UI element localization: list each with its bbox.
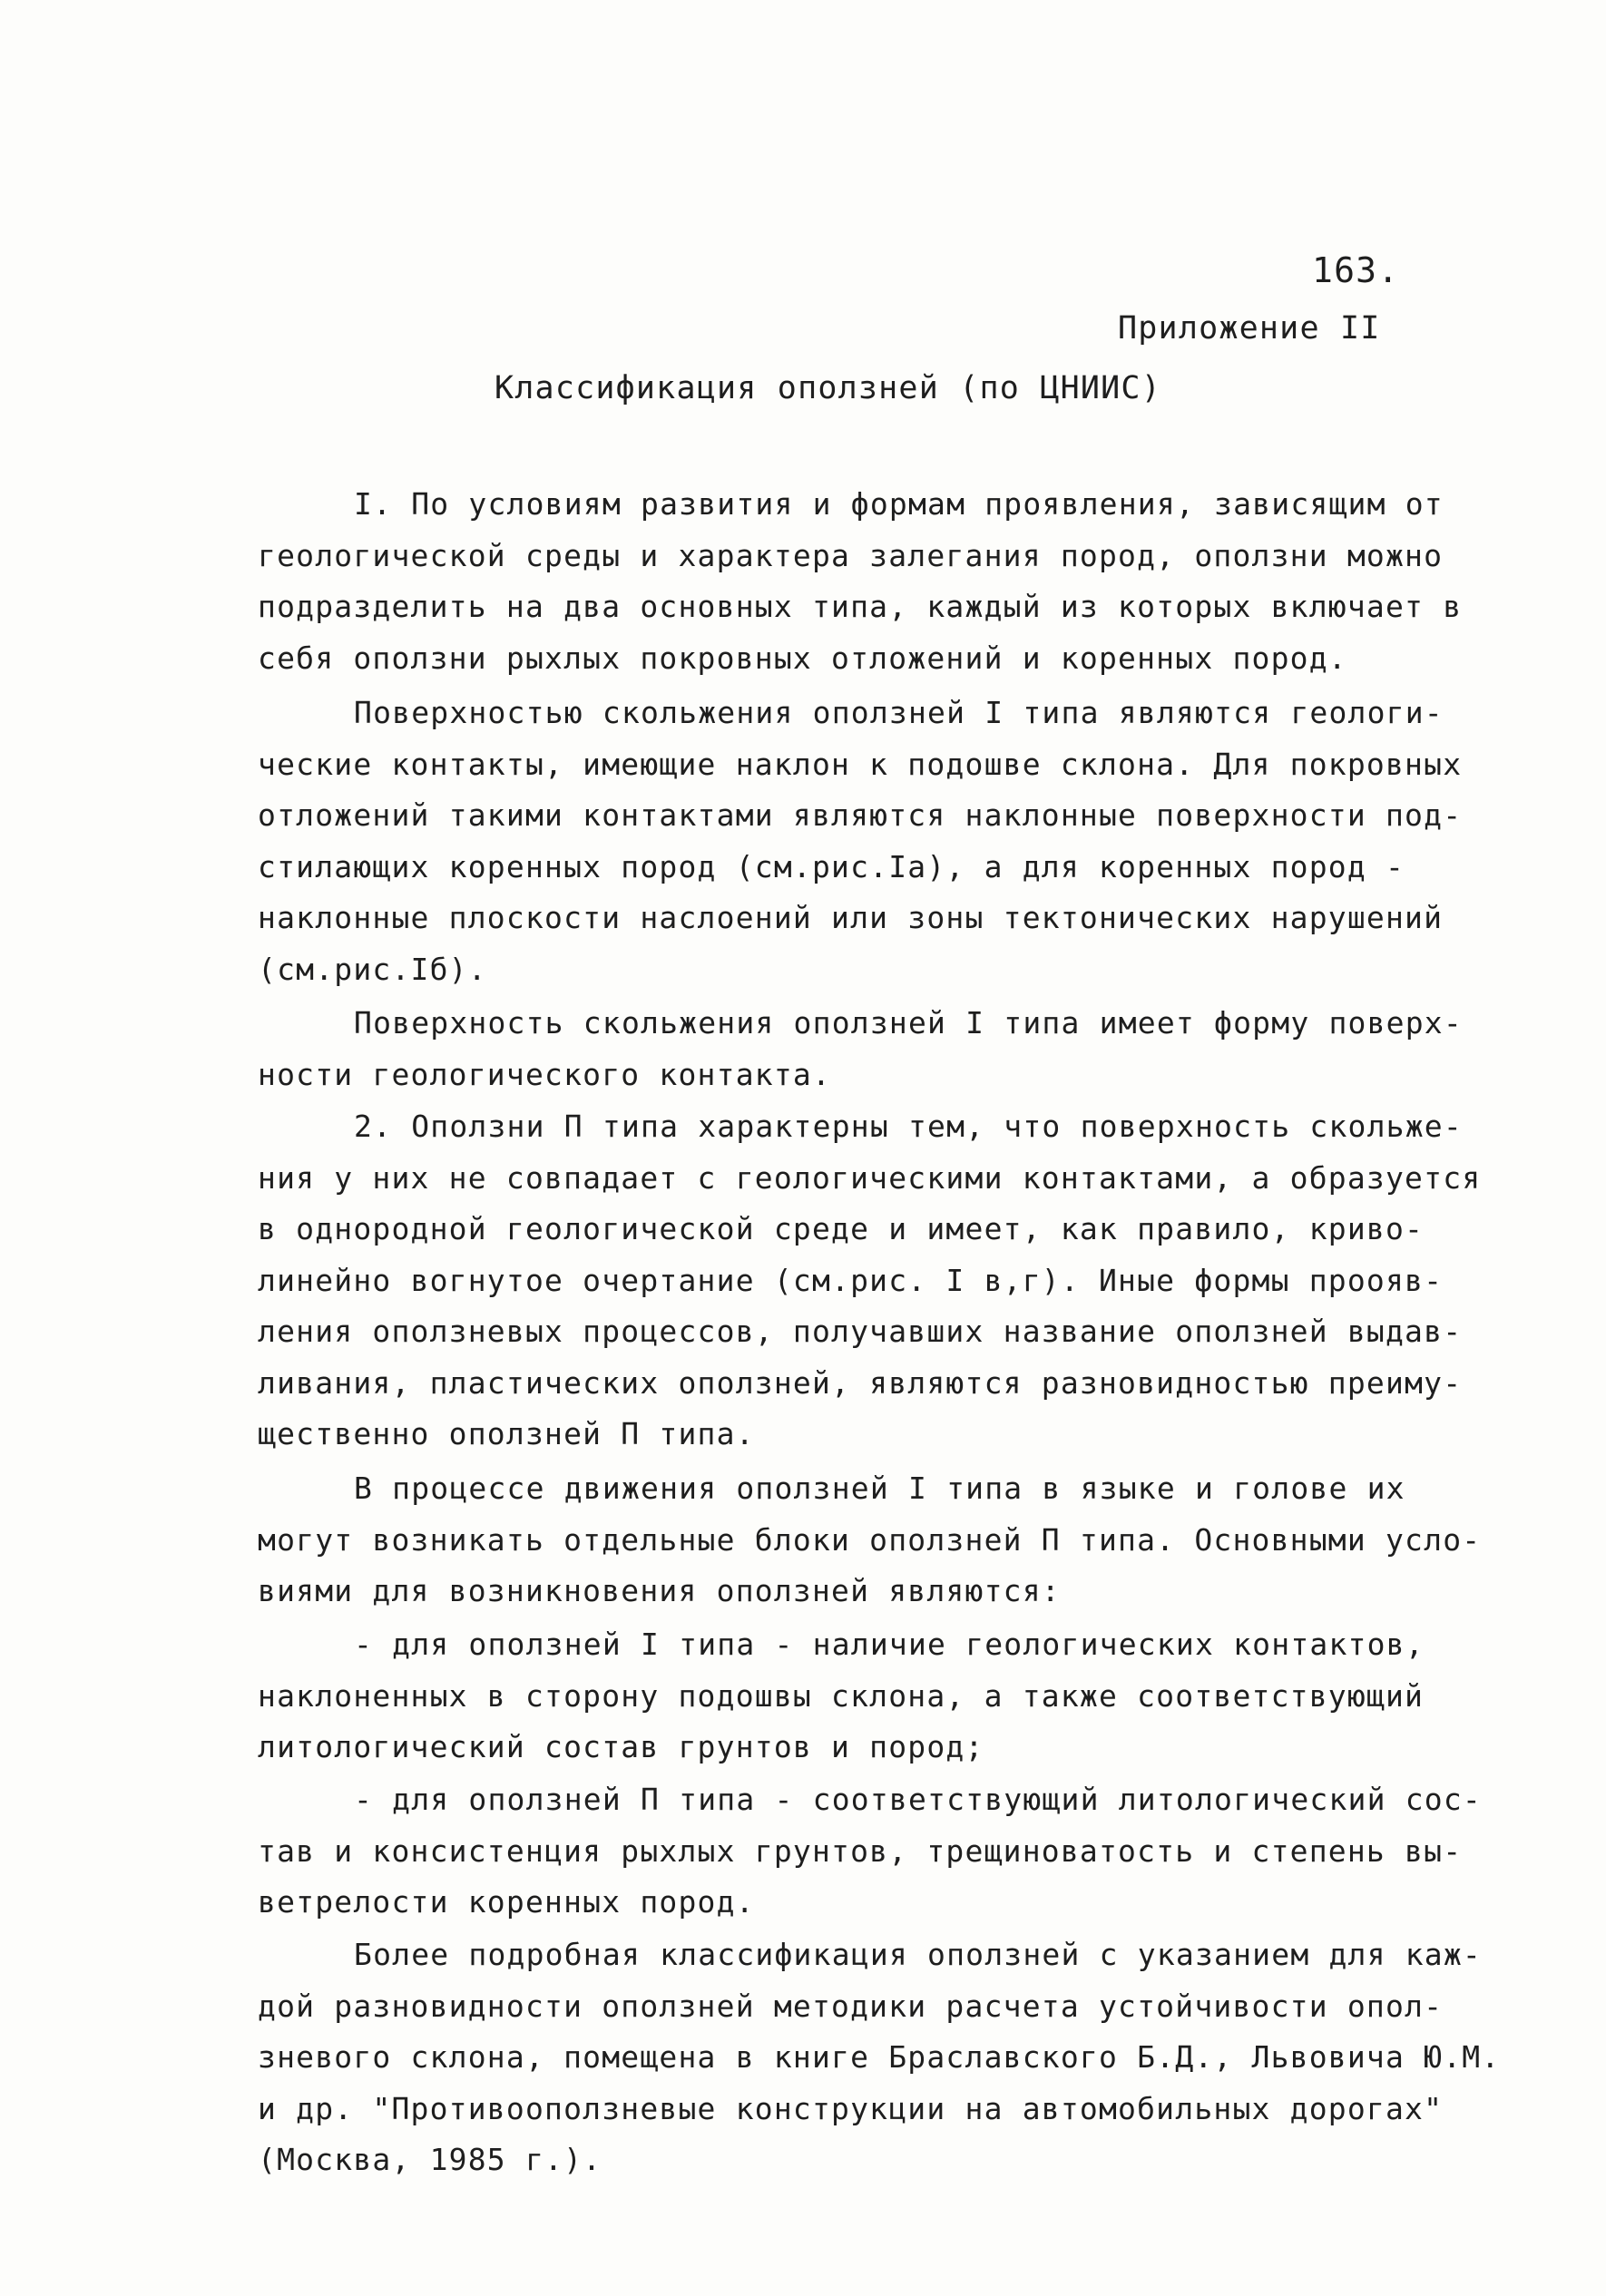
text-line: ности геологического контакта.	[258, 1056, 832, 1092]
text-line: В процессе движения оползней I типа в языке и голове их	[354, 1470, 1405, 1506]
text-line: и др. "Противооползневые конструкции на автомобильных дорогах"	[258, 2090, 1444, 2126]
text-line: (Москва, 1985 г.).	[258, 2142, 602, 2177]
text-line: Более подробная классификация оползней с указанием для каж-	[354, 1937, 1482, 1972]
text-line: - для оползней I типа - наличие геологических контактов,	[354, 1627, 1425, 1662]
text-line: литологический состав грунтов и пород;	[258, 1729, 984, 1764]
paragraph-4	[258, 1101, 1492, 1461]
text-line: Поверхность скольжения оползней I типа имеет форму поверх-	[354, 1005, 1463, 1041]
text-line: ческие контакты, имеющие наклон к подошве склона. Для покровных	[258, 746, 1463, 782]
text-line: могут возникать отдельные блоки оползней П типа. Основными усло-	[258, 1521, 1482, 1558]
paragraph-3	[258, 998, 1492, 1100]
text-line: дой разновидности оползней методики расчета устойчивости опол-	[258, 1988, 1444, 2024]
paragraph-5	[258, 1463, 1492, 1617]
text-line: наклонные плоскости наслоений или зоны тектонических нарушений	[258, 900, 1444, 935]
text-line: зневого склона, помещена в книге Браславского Б.Д., Львовича Ю.М.	[258, 2039, 1501, 2075]
text-line: ления оползневых процессов, получавших название оползней выдав-	[258, 1314, 1463, 1349]
paragraph-1	[258, 479, 1492, 684]
paragraph-2	[258, 688, 1492, 995]
text-line: стилающих коренных пород (см.рис.Iа), а для коренных пород -	[258, 848, 1405, 884]
page-number: 163.	[1312, 250, 1400, 290]
text-line: подразделить на два основных типа, каждый из которых включает в	[258, 589, 1463, 624]
text-line: себя оползни рыхлых покровных отложений и коренных пород.	[258, 640, 1347, 676]
text-line: виями для возникновения оползней являются:	[258, 1573, 1061, 1608]
paragraph-8	[258, 1930, 1501, 2186]
text-line: 2. Оползни П типа характерны тем, что поверхность скольже-	[354, 1109, 1463, 1144]
text-line: тав и консистенция рыхлых грунтов, трещиноватость и степень вы-	[258, 1832, 1463, 1869]
text-line: ветрелости коренных пород.	[258, 1884, 755, 1920]
text-line: Поверхностью скольжения оползней I типа являются геологи-	[354, 695, 1444, 730]
text-line: линейно вогнутое очертание (см.рис. I в,г). Иные формы проояв-	[258, 1262, 1444, 1298]
text-line: (см.рис.Iб).	[258, 951, 487, 987]
text-line: - для оползней П типа - соответствующий литологический сос-	[354, 1782, 1482, 1817]
text-line: в однородной геологической среде и имеет, как правило, криво-	[258, 1211, 1425, 1246]
text-line: ливания, пластических оползней, являются разновидностью преиму-	[258, 1364, 1463, 1401]
appendix-label: Приложение II	[1118, 310, 1381, 347]
paragraph-6	[258, 1619, 1492, 1773]
paragraph-7	[258, 1774, 1492, 1929]
text-line: геологической среды и характера залегания пород, оползни можно	[258, 537, 1444, 573]
page-title: Классификация оползней (по ЦНИИС)	[495, 370, 1161, 406]
text-line: щественно оползней П типа.	[258, 1416, 755, 1451]
text-line: I. По условиям развития и формам проявления, зависящим от	[354, 486, 1444, 522]
text-line: ния у них не совпадает с геологическими контактами, а образуется	[258, 1159, 1482, 1196]
text-line: отложений такими контактами являются наклонные поверхности под-	[258, 797, 1463, 833]
text-line: наклоненных в сторону подошвы склона, а также соответствующий	[258, 1677, 1425, 1714]
